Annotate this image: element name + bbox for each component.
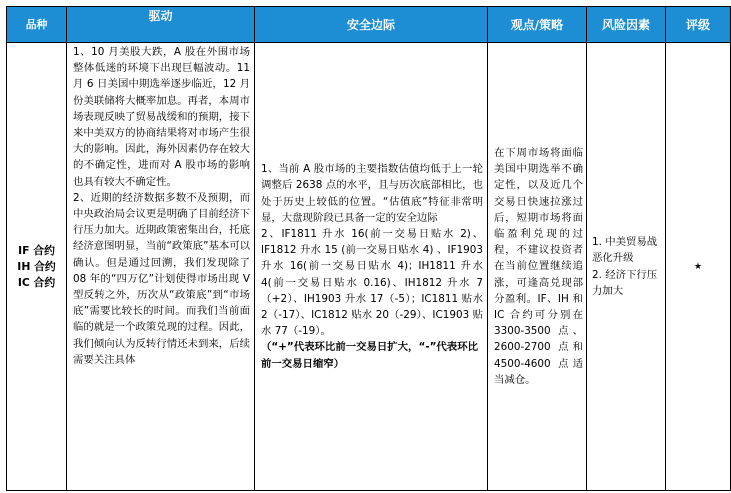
strategy-table [6,6,731,491]
category-if: IF 合约 [18,243,55,257]
star-icon: ★ [693,261,703,272]
risk-item-1: 1. 中美贸易战恶化升级 [592,236,658,265]
view-text: 在下周市场将面临美国中期选举不确定性，以及近几个交易日快速拉涨过后，短期市场将面临盈利兑现的过程，不建议投资者在当前位置继续追涨，可逢高兑现部分盈利。IF、IH 和 IC 合约可分别在 3300-3500 点、2600-2700 点和 4500-4600 点适当减仓。 [494,146,583,386]
header-driver: 驱动 [67,7,255,43]
category-cell [7,43,67,491]
header-risk: 风险因素 [587,7,666,43]
rating-cell [666,43,731,491]
category-ic: IC 合约 [17,275,56,289]
safety-note: （“+”代表环比前一交易日扩大，“-”代表环比前一交易日缩窄） [261,341,478,370]
risk-cell [587,43,666,491]
safety-paragraph-2: 2、IF1811 升水 16(前一交易日贴水 2)、IF1812 升水 15 (前一交易日贴水 4) 、IF1903 升水 16(前一交易日贴水 4)；IH1811 升水 4(前一交易日贴水 0.16)、IH1812 升水 7（+2）、IH1903 升水 17（-5）；IC1811 贴水 2（-17）、IC1812 贴水 20（-29）、IC1903 贴水 77（-19）。 [261,227,483,338]
driver-paragraph-2: 2、近期的经济数据多数不及预期，而中央政治局会议更是明确了目前经济下行压力加大。近期政策密集出台，托底经济意图明显，当前“政策底”基本可以确认。但是通过回溯，我们发现除了 08 年的“四万亿”计划使得市场出现 V 型反转之外，历次从“政策底”到“市场底”需要比较长的时间。而我们当前面临的就是一个政策兑现的过程。因此，我们倾向认为反转行情还未到来，后续需要关注具体 [73,191,251,366]
driver-paragraph-1: 1、10 月美股大跌，A 股在外围市场整体低迷的环境下出现巨幅波动。11 月 6 日美国中期选举逐步临近，12 月份美联储将大概率加息。再者，本周市场表现反映了贸易战缓和的预期，接下来中美双方的协商结果将对市场产生很大的影响。因此，海外因素仍存在较大的不确定性，进而对 A 股市场的影响也具有较大不确定性。 [73,46,250,188]
header-safety: 安全边际 [255,7,488,43]
view-cell [488,43,587,491]
driver-cell [67,43,255,491]
table-row [7,43,731,491]
risk-item-2: 2. 经济下行压力加大 [592,268,658,297]
header-rating: 评级 [666,7,731,43]
safety-cell [255,43,488,491]
header-category: 品种 [7,7,67,43]
category-ih: IH 合约 [17,259,56,273]
safety-paragraph-1: 1、当前 A 股市场的主要指数估值均低于上一轮调整后 2638 点的水平，且与历次底部相比，也处于历史上较低的位置。“估值底”特征非常明显，大盘现阶段已具备一定的安全边际 [261,163,483,224]
header-view: 观点/策略 [488,7,587,43]
header-row [7,7,731,43]
